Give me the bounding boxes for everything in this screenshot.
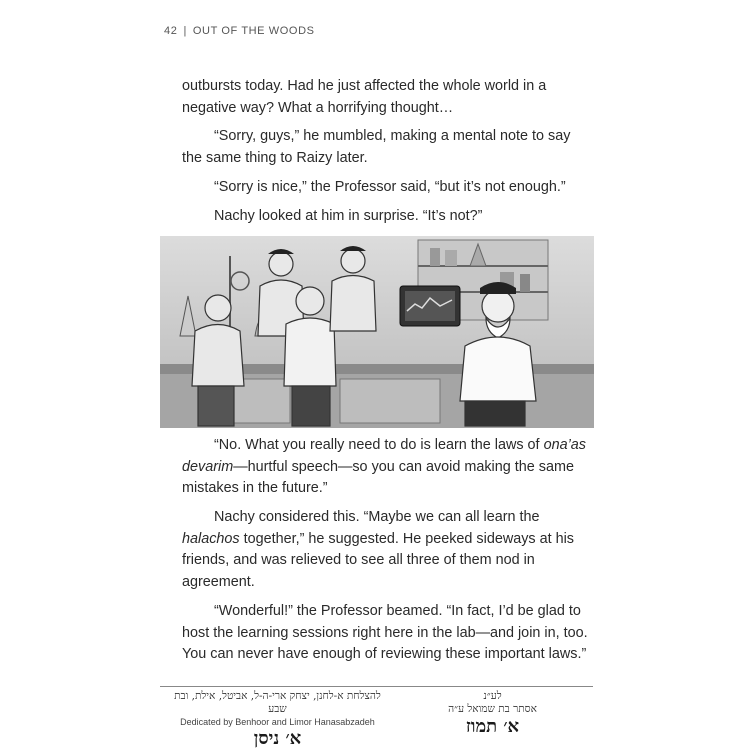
header-separator: | — [183, 25, 187, 37]
paragraph-7: “Wonderful!” the Professor beamed. “In fact, I’d be glad to host the learning sessions right here in the lab—and join in, too. You can never have enough of reviewing these important laws.” — [182, 603, 588, 662]
lab-scene-illustration — [160, 236, 594, 428]
paragraph-4: Nachy looked at him in surprise. “It’s not?” — [214, 208, 483, 224]
page-number: 42 — [164, 25, 178, 37]
book-title: OUT OF THE WOODS — [192, 25, 315, 37]
dedication-right — [395, 690, 590, 738]
paragraph-5: “No. What you really need to do is learn the laws of ona’as devarim—hurtful speech—so you can avoid making the same mistakes in the future.” — [182, 437, 586, 496]
dedication-left-hebrew: להצלחת א-לחנן, יצחק ארי-ה-ל, אביטל, אילת, ובת שבע — [174, 690, 381, 715]
paragraph-1: outbursts today. Had he just affected the whole world in a negative way? What a horrifying thought… — [182, 78, 547, 116]
running-head — [164, 25, 315, 37]
dedication-left-english: Dedicated by Benhoor and Limor Hanasabzadeh — [180, 717, 375, 727]
paragraph-6: Nachy considered this. “Maybe we can all learn the halachos together,” he suggested. He peeked sideways at his friends, and was relieved to see all three of them nod in agreement. — [182, 509, 575, 590]
dedication-right-hebrew: אסתר בת שמואל ע״ה — [448, 703, 537, 715]
dedication-right-date: א׳ תמוז — [465, 716, 520, 737]
dedication-left-date: א׳ ניסן — [253, 728, 302, 749]
dedication-left — [165, 690, 390, 750]
dedication-right-top: לע״נ — [483, 690, 502, 702]
paragraph-2: “Sorry, guys,” he mumbled, making a mental note to say the same thing to Raizy later. — [182, 128, 571, 166]
paragraph-3: “Sorry is nice,” the Professor said, “but it’s not enough.” — [214, 179, 566, 195]
footer-divider — [160, 686, 593, 687]
